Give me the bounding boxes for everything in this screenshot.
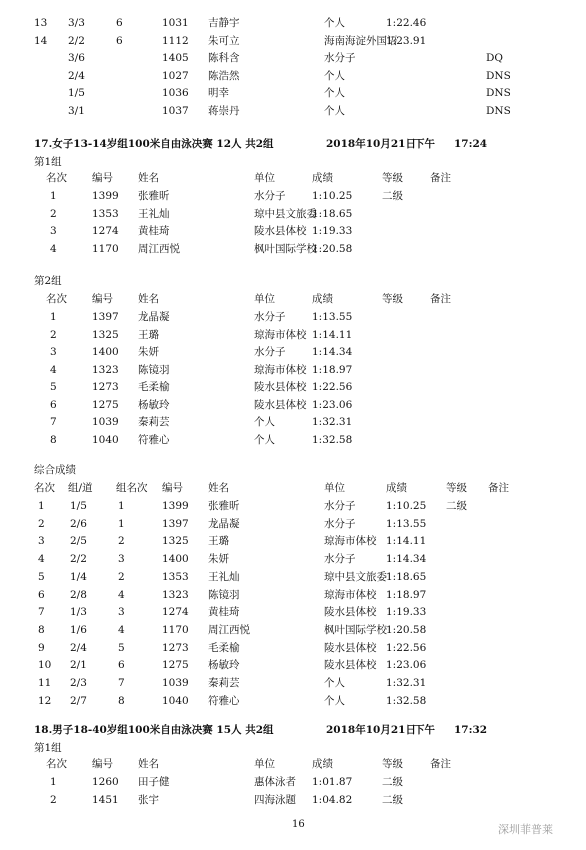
table-row: [0, 51, 586, 65]
cell-heat_rank: 3: [118, 553, 125, 566]
table-row: [0, 398, 586, 412]
cell-name: 姓名: [138, 172, 159, 184]
cell-num: 1273: [92, 381, 119, 393]
cell-num: 1274: [162, 606, 189, 619]
table-row: [0, 552, 586, 566]
cell-name: 张雅昕: [138, 190, 170, 202]
cell-lane: 2/2: [70, 553, 87, 566]
cell-time: 1:20.58: [386, 623, 427, 636]
table-row: [0, 588, 586, 602]
cell-heat_rank: 1: [118, 500, 125, 512]
group-label: 第2组: [34, 275, 62, 287]
event-date: 2018年10月21日: [326, 138, 416, 150]
cell-rank: 6: [50, 398, 57, 411]
cell-unit: 单位: [254, 293, 275, 305]
cell-name: 姓名: [138, 758, 159, 770]
table-row: [0, 623, 586, 637]
cell-time: 1:23.91: [386, 34, 427, 47]
table-row: [0, 34, 586, 48]
cell-rank: 名次: [46, 172, 67, 184]
cell-name: 张雅昕: [208, 500, 240, 512]
cell-num: 编号: [162, 482, 183, 494]
table-row: [0, 104, 586, 118]
cell-rank: 2: [38, 517, 45, 530]
cell-lane: 2/1: [70, 659, 87, 672]
table-row: [0, 694, 586, 708]
cell-time: 1:01.87: [312, 776, 353, 788]
cell-time: 1:18.65: [312, 207, 353, 220]
cell-time: 1:18.97: [386, 588, 427, 601]
cell-grade: 二级: [382, 776, 403, 788]
cell-unit: 琼中县文旅委: [324, 570, 387, 583]
cell-rank: 2: [50, 328, 57, 341]
cell-unit: 陵水县体校: [254, 381, 307, 393]
cell-time: 1:04.82: [312, 793, 353, 806]
cell-lane: 3/3: [68, 17, 85, 29]
event-title: 17.女子13-14岁组100米自由泳决赛 12人 共2组: [34, 138, 274, 150]
cell-num: 1031: [162, 17, 189, 29]
cell-num: 1040: [162, 694, 189, 707]
cell-num: 1040: [92, 433, 119, 446]
cell-unit: 四海泳题: [254, 793, 296, 806]
cell-unit: 水分子: [324, 553, 356, 566]
cell-unit: 水分子: [254, 190, 286, 202]
cell-unit: 枫叶国际学校: [254, 242, 317, 255]
cell-grade: 二级: [382, 793, 403, 806]
cell-grade: 等级: [382, 293, 403, 305]
cell-rank: 6: [38, 588, 45, 601]
cell-time: 成绩: [312, 172, 333, 184]
cell-name: 毛柔榆: [208, 641, 240, 654]
cell-unit: 水分子: [254, 311, 286, 323]
cell-heat_rank: 6: [116, 17, 123, 29]
cell-rank: 1: [50, 190, 57, 202]
table-row: [0, 310, 586, 324]
cell-heat_rank: 7: [118, 677, 125, 689]
cell-num: 1399: [162, 500, 189, 512]
cell-lane: 1/3: [70, 606, 87, 619]
cell-num: 1170: [162, 623, 189, 636]
cell-unit: 水分子: [324, 52, 356, 64]
cell-lane: 1/6: [70, 623, 87, 636]
cell-rank: 8: [38, 623, 45, 636]
cell-unit: 单位: [254, 758, 275, 770]
cell-name: 王璐: [208, 535, 229, 548]
cell-time: 1:14.11: [312, 328, 353, 341]
event-clock: 17:32: [454, 724, 488, 736]
cell-name: 周江西悦: [138, 242, 180, 255]
cell-time: 成绩: [312, 758, 333, 770]
table-row: [0, 16, 586, 30]
cell-heat_rank: 6: [118, 659, 125, 672]
cell-name: 陈镜羽: [208, 588, 240, 601]
cell-time: 1:22.56: [312, 381, 353, 393]
cell-num: 1275: [162, 659, 189, 672]
cell-lane: 2/7: [70, 694, 87, 707]
cell-num: 编号: [92, 293, 113, 305]
cell-name: 姓名: [138, 293, 159, 305]
cell-name: 明幸: [208, 87, 229, 99]
table-row: [0, 345, 586, 359]
cell-name: 龙晶凝: [138, 311, 170, 323]
cell-grade: 等级: [382, 172, 403, 184]
event-date: 2018年10月21日: [326, 724, 416, 736]
cell-rank: 5: [38, 570, 45, 583]
table-row: [0, 534, 586, 548]
cell-num: 1451: [92, 793, 119, 806]
cell-num: 1170: [92, 242, 119, 255]
table-row: [0, 224, 586, 238]
cell-rank: 1: [50, 311, 57, 323]
cell-time: 1:22.56: [386, 641, 427, 654]
cell-time: 1:18.97: [312, 363, 353, 376]
cell-heat_rank: 4: [118, 588, 125, 601]
cell-name: 张宇: [138, 793, 159, 806]
cell-unit: 琼海市体校: [254, 328, 307, 341]
cell-grade: 二级: [446, 500, 467, 512]
cell-name: 姓名: [208, 482, 229, 494]
cell-name: 周江西悦: [208, 623, 250, 636]
group-label: 第1组: [34, 742, 62, 754]
table-header: [0, 171, 586, 185]
table-row: [0, 793, 586, 807]
cell-time: 1:14.11: [386, 535, 427, 548]
cell-heat_rank: 6: [116, 34, 123, 47]
event-title: 18.男子18-40岁组100米自由泳决赛 15人 共2组: [34, 724, 274, 736]
cell-heat_rank: 2: [118, 535, 125, 548]
cell-num: 1397: [162, 517, 189, 530]
cell-rank: 名次: [34, 482, 55, 494]
cell-lane: 2/6: [70, 517, 87, 530]
cell-heat_rank: 5: [118, 641, 125, 654]
cell-grade: 等级: [382, 758, 403, 770]
cell-remark: DNS: [486, 87, 511, 99]
cell-unit: 琼海市体校: [254, 363, 307, 376]
table-row: [0, 641, 586, 655]
cell-time: 1:14.34: [386, 553, 427, 566]
cell-rank: 2: [50, 207, 57, 220]
cell-time: 1:19.33: [386, 606, 427, 619]
cell-num: 1260: [92, 776, 119, 788]
cell-remark: 备注: [430, 172, 451, 184]
cell-remark: DNS: [486, 69, 511, 82]
cell-num: 1275: [92, 398, 119, 411]
cell-num: 1027: [162, 69, 189, 82]
cell-lane: 2/4: [70, 641, 87, 654]
cell-time: 1:23.06: [386, 659, 427, 672]
cell-unit: 陵水县体校: [254, 398, 307, 411]
table-row: [0, 499, 586, 513]
cell-rank: 名次: [46, 758, 67, 770]
cell-time: 成绩: [312, 293, 333, 305]
cell-num: 1036: [162, 87, 189, 99]
table-row: [0, 605, 586, 619]
cell-lane: 1/5: [68, 87, 85, 99]
cell-unit: 个人: [324, 17, 345, 29]
cell-heat_rank: 3: [118, 606, 125, 619]
cell-lane: 2/8: [70, 588, 87, 601]
cell-time: 1:19.33: [312, 225, 353, 237]
cell-num: 1037: [162, 104, 189, 117]
table-row: [0, 517, 586, 531]
table-row: [0, 676, 586, 690]
cell-name: 陈镜羽: [138, 363, 170, 376]
cell-unit: 水分子: [324, 500, 356, 512]
cell-num: 1325: [162, 535, 189, 548]
table-row: [0, 86, 586, 100]
cell-name: 毛柔榆: [138, 381, 170, 393]
cell-num: 1397: [92, 311, 119, 323]
cell-num: 1405: [162, 52, 189, 64]
table-row: [0, 415, 586, 429]
table-row: [0, 242, 586, 256]
cell-heat_rank: 8: [118, 694, 125, 707]
cell-unit: 水分子: [254, 346, 286, 358]
cell-time: 1:10.25: [386, 500, 427, 512]
cell-num: 1112: [162, 34, 189, 47]
cell-remark: 备注: [430, 758, 451, 770]
table-row: [0, 69, 586, 83]
table-row: [0, 189, 586, 203]
group-label: 第1组: [34, 156, 62, 168]
cell-name: 陈浩然: [208, 69, 240, 82]
table-row: [0, 433, 586, 447]
cell-unit: 水分子: [324, 517, 356, 530]
cell-unit: 枫叶国际学校: [324, 623, 387, 636]
cell-num: 1399: [92, 190, 119, 202]
table-row: [0, 570, 586, 584]
cell-unit: 个人: [324, 694, 345, 707]
cell-num: 1323: [162, 588, 189, 601]
cell-unit: 海南海淀外国语: [324, 34, 398, 47]
cell-rank: 7: [38, 606, 45, 619]
cell-name: 秦莉芸: [138, 416, 170, 428]
cell-unit: 个人: [324, 104, 345, 117]
cell-name: 王礼灿: [208, 570, 240, 583]
cell-unit: 琼中县文旅委: [254, 207, 317, 220]
cell-name: 王礼灿: [138, 207, 170, 220]
cell-rank: 8: [50, 433, 57, 446]
cell-unit: 单位: [324, 482, 345, 494]
cell-name: 黄桂琦: [208, 606, 240, 619]
cell-unit: 个人: [324, 87, 345, 99]
cell-lane: 1/4: [70, 570, 87, 583]
cell-unit: 个人: [324, 69, 345, 82]
cell-num: 1400: [92, 346, 119, 358]
cell-rank: 4: [50, 363, 57, 376]
cell-lane: 3/1: [68, 104, 85, 117]
cell-num: 1400: [162, 553, 189, 566]
cell-rank: 9: [38, 641, 45, 654]
cell-unit: 个人: [254, 416, 275, 428]
cell-grade: 等级: [446, 482, 467, 494]
cell-unit: 陵水县体校: [254, 225, 307, 237]
table-row: [0, 363, 586, 377]
cell-num: 1353: [92, 207, 119, 220]
cell-name: 吉静宇: [208, 17, 240, 29]
cell-rank: 2: [50, 793, 57, 806]
cell-unit: 琼海市体校: [324, 535, 377, 548]
cell-num: 1274: [92, 225, 119, 237]
cell-unit: 个人: [324, 677, 345, 689]
cell-time: 1:10.25: [312, 190, 353, 202]
cell-unit: 陵水县体校: [324, 641, 377, 654]
event-clock: 17:24: [454, 138, 488, 150]
cell-time: 1:32.31: [312, 416, 353, 428]
cell-name: 龙晶凝: [208, 517, 240, 530]
cell-rank: 12: [38, 694, 52, 707]
cell-lane: 1/5: [70, 500, 87, 512]
cell-grade: 二级: [382, 190, 403, 202]
cell-rank: 4: [38, 553, 45, 566]
cell-num: 编号: [92, 758, 113, 770]
cell-time: 1:32.31: [386, 677, 427, 689]
cell-rank: 10: [38, 659, 52, 672]
cell-time: 成绩: [386, 482, 407, 494]
cell-time: 1:18.65: [386, 570, 427, 583]
cell-remark: 备注: [430, 293, 451, 305]
cell-lane: 3/6: [68, 52, 85, 64]
cell-unit: 陵水县体校: [324, 659, 377, 672]
cell-num: 1039: [92, 416, 119, 428]
cell-rank: 1: [38, 500, 45, 512]
table-header: [0, 292, 586, 306]
cell-heat_rank: 2: [118, 570, 125, 583]
cell-heat_rank: 1: [118, 517, 125, 530]
cell-rank: 3: [50, 346, 57, 358]
watermark: 深圳菲普莱: [498, 823, 553, 836]
table-row: [0, 380, 586, 394]
cell-num: 1325: [92, 328, 119, 341]
cell-name: 蒋崇丹: [208, 104, 240, 117]
cell-num: 1323: [92, 363, 119, 376]
cell-heat_rank: 组名次: [116, 482, 148, 494]
overall-label: 综合成绩: [34, 464, 76, 476]
table-header: [0, 757, 586, 771]
cell-name: 陈科含: [208, 52, 240, 64]
cell-name: 黄桂琦: [138, 225, 170, 237]
cell-num: 1353: [162, 570, 189, 583]
cell-unit: 个人: [254, 433, 275, 446]
event-ampm: 下午: [414, 138, 435, 150]
cell-name: 符雅心: [208, 694, 240, 707]
cell-name: 田子健: [138, 776, 170, 788]
cell-time: 1:13.55: [386, 517, 427, 530]
cell-rank: 7: [50, 416, 57, 428]
cell-rank: 11: [38, 677, 52, 689]
cell-num: 编号: [92, 172, 113, 184]
cell-time: 1:13.55: [312, 311, 353, 323]
cell-rank: 13: [34, 17, 48, 29]
cell-remark: DNS: [486, 104, 511, 117]
cell-unit: 单位: [254, 172, 275, 184]
cell-time: 1:22.46: [386, 17, 427, 29]
cell-remark: DQ: [486, 52, 504, 64]
cell-rank: 14: [34, 34, 48, 47]
table-row: [0, 328, 586, 342]
cell-rank: 3: [50, 225, 57, 237]
table-row: [0, 207, 586, 221]
cell-unit: 陵水县体校: [324, 606, 377, 619]
cell-rank: 4: [50, 242, 57, 255]
cell-time: 1:32.58: [312, 433, 353, 446]
cell-rank: 名次: [46, 293, 67, 305]
cell-time: 1:20.58: [312, 242, 353, 255]
cell-name: 朱可立: [208, 34, 240, 47]
table-header: [0, 481, 586, 495]
cell-name: 符雅心: [138, 433, 170, 446]
cell-lane: 2/4: [68, 69, 85, 82]
cell-lane: 组/道: [68, 482, 93, 494]
cell-rank: 3: [38, 535, 45, 548]
cell-time: 1:32.58: [386, 694, 427, 707]
cell-name: 秦莉芸: [208, 677, 240, 689]
cell-name: 杨敏玲: [208, 659, 240, 672]
cell-rank: 5: [50, 381, 57, 393]
cell-unit: 惠体泳者: [254, 776, 296, 788]
cell-heat_rank: 4: [118, 623, 125, 636]
cell-lane: 2/2: [68, 34, 85, 47]
cell-num: 1273: [162, 641, 189, 654]
page-number: 16: [292, 819, 305, 830]
cell-unit: 琼海市体校: [324, 588, 377, 601]
cell-name: 朱妍: [208, 553, 229, 566]
cell-name: 朱妍: [138, 346, 159, 358]
cell-time: 1:14.34: [312, 346, 353, 358]
cell-lane: 2/5: [70, 535, 87, 548]
event-ampm: 下午: [414, 724, 435, 736]
cell-num: 1039: [162, 677, 189, 689]
cell-name: 杨敏玲: [138, 398, 170, 411]
cell-time: 1:23.06: [312, 398, 353, 411]
cell-remark: 备注: [488, 482, 509, 494]
table-row: [0, 658, 586, 672]
table-row: [0, 775, 586, 789]
cell-name: 王璐: [138, 328, 159, 341]
cell-lane: 2/3: [70, 677, 87, 689]
cell-rank: 1: [50, 776, 57, 788]
